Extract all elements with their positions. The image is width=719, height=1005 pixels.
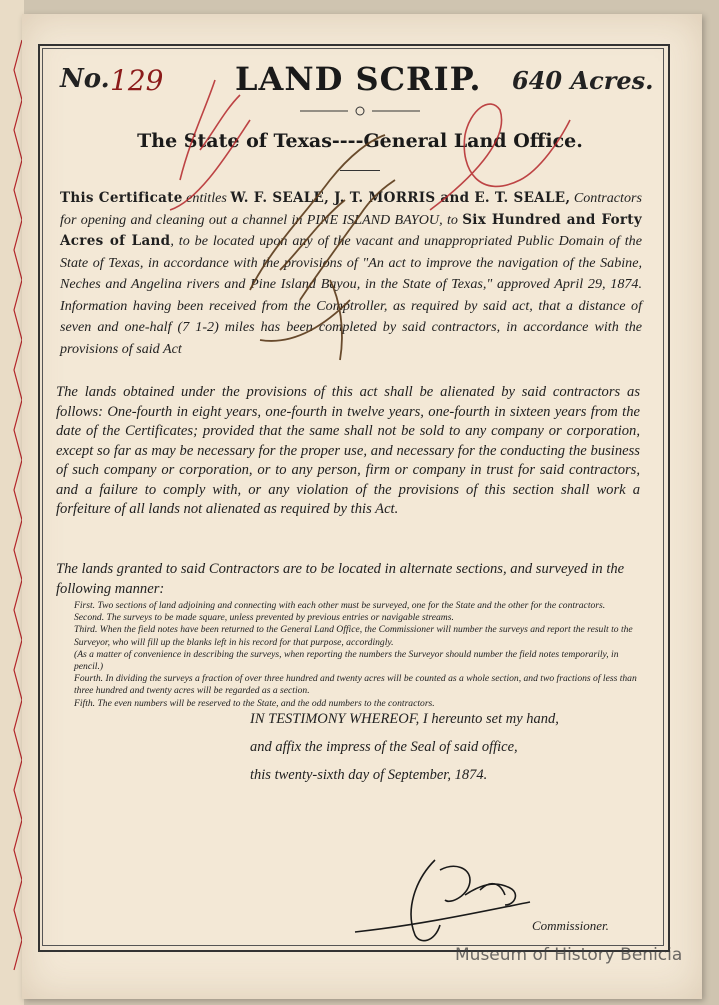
testimony-line-2: and affix the impress of the Seal of said office,	[250, 739, 518, 755]
certificate-lead: This Certificate	[60, 190, 183, 206]
acres-label: 640 Acres.	[512, 66, 654, 95]
body-text-2: Contractors for opening and cleaning out a channel in PINE ISLAND BAYOU, to	[60, 190, 642, 228]
rule-note: (As a matter of convenience in describing the surveys, when reporting the numbers the Surveyor should number the field notes temporarily, in pencil.)	[74, 648, 619, 673]
survey-rules	[60, 600, 640, 710]
testimony-line-1: IN TESTIMONY WHEREOF, I hereunto set my hand,	[250, 711, 559, 727]
document-title: LAND SCRIP.	[235, 60, 482, 98]
rule-fourth: Fourth. In dividing the surveys a fraction of over three hundred and twenty acres will be counted as a whole section, and two fractions of less than three hundred and twenty acres will be regarded as a section.	[74, 673, 637, 697]
number-label: No.	[60, 64, 110, 94]
testimony-block	[250, 705, 640, 789]
contractor-names: W. F. SEALE, J. T. MORRIS and E. T. SEALE,	[230, 190, 571, 206]
document-subtitle: The State of Texas----General Land Office.	[137, 130, 583, 152]
body-text-3: , to be located upon any of the vacant and unappropriated Public Domain of the State of Texas, in accordance with the provisions of "An act to improve the navigation of the Sabine, Neches and Angelina rivers and Pine Island Bayou, in the State of Texas," approved April 29, 1874. Information having been received from the Comptroller, as required by said act, that a distance of seven and one-half (7 1-2) miles has been completed by said contractors, in accordance with the provisions of said Act	[60, 233, 642, 357]
body-text-1: entitles	[182, 190, 231, 206]
ornament-divider	[300, 104, 420, 118]
land-grant-amount: Six Hundred and Forty Acres of Land	[60, 211, 642, 249]
testimony-line-3: this twenty-sixth day of September, 1874.	[250, 767, 488, 783]
alienation-paragraph: The lands obtained under the provisions of this act shall be alienated by said contractors as follows: One-fourth in eight years, one-fourth in twelve years, one-fourth in sixteen years from the date of the Certificates; provided that the same shall not be sold to any company or corporation, except so far as may be necessary for the proper use, and necessary for the conducting the business of such company or corporation, or to any person, firm or company in trust for said contractors, and a failure to comply with, or any violation of the provisions of this section shall work a forfeiture of all lands not alienated as required by this Act.	[56, 384, 640, 517]
granted-paragraph: The lands granted to said Contractors are to be located in alternate sections, and surveyed in the following manner:	[56, 561, 625, 597]
rule-fifth: Fifth. The even numbers will be reserved to the State, and the odd numbers to the contractors.	[74, 697, 435, 709]
subtitle-rule	[340, 170, 380, 171]
certificate-body	[60, 188, 642, 360]
commissioner-title: Commissioner.	[532, 918, 609, 933]
museum-watermark: Museum of History Benicia	[455, 945, 683, 965]
certificate-number: 129	[110, 64, 164, 97]
rule-second: Second. The surveys to be made square, unless prevented by previous entries or navigable streams.	[74, 612, 454, 624]
rule-third: Third. When the field notes have been returned to the General Land Office, the Commissioner will number the surveys and report the result to the Surveyor, who will fill up the blanks left in his record for that purpose, accordingly.	[74, 624, 633, 648]
rule-first: First. Two sections of land adjoining and connecting with each other must be surveyed, one for the State and the other for the contractors.	[74, 600, 606, 611]
